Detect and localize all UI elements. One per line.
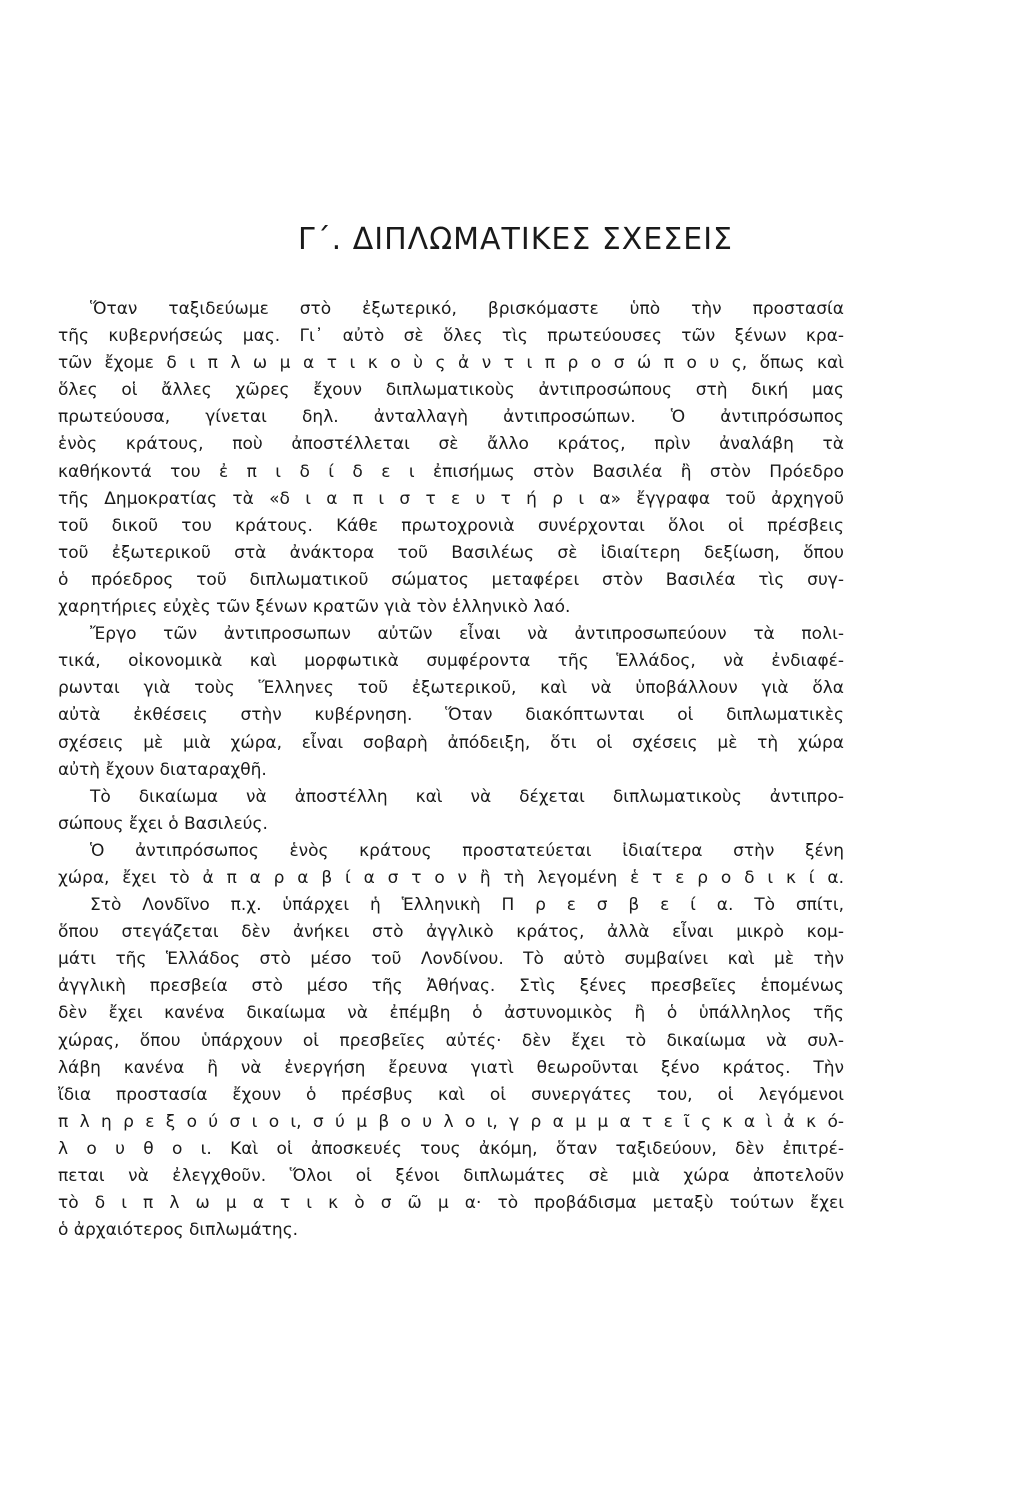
text-line: Ὁ ἀντιπρόσωπος ἑνὸς κράτους προστατεύεται ἰδιαίτερα στὴν ξένη xyxy=(90,840,844,861)
text-line: Ὅταν ταξιδεύωμε στὸ ἐξωτερικό, βρισκόμαστε ὑπὸ τὴν προστασία xyxy=(90,299,844,319)
text-line: ὁ ἀρχαιότερος διπλωμάτης. xyxy=(58,1220,299,1241)
text-line: Τὸ δικαίωμα νὰ ἀποστέλλη καὶ νὰ δέχεται διπλωματικοὺς ἀντιπρο- xyxy=(90,786,844,807)
text-line: τῆς Δημοκρατίας τὰ «δ ι α π ι σ τ ε υ τ ή ρ ι α» ἔγγραφα τοῦ ἀρχηγοῦ xyxy=(58,488,844,509)
text-line: πεται νὰ ἐλεγχθοῦν. Ὅλοι οἱ ξένοι διπλωμάτες σὲ μιὰ χώρα ἀποτελοῦν xyxy=(58,1166,844,1186)
text-line: τὸ δ ι π λ ω μ α τ ι κ ὸ σ ῶ μ α· τὸ προβάδισμα μεταξὺ τούτων ἔχει xyxy=(58,1193,844,1214)
text-line: τοῦ ἐξωτερικοῦ στὰ ἀνάκτορα τοῦ Βασιλέως σὲ ἰδιαίτερη δεξίωση, ὅπου xyxy=(58,542,844,563)
body-text xyxy=(58,296,844,1244)
text-line: μάτι τῆς Ἑλλάδος στὸ μέσο τοῦ Λονδίνου. Τὸ αὐτὸ συμβαίνει καὶ μὲ τὴν xyxy=(58,949,844,970)
section-title: Γ΄. ΔΙΠΛΩΜΑΤΙΚΕΣ ΣΧΕΣΕΙΣ xyxy=(297,222,734,257)
text-line: ρωνται γιὰ τοὺς Ἕλληνες τοῦ ἐξωτερικοῦ, καὶ νὰ ὑποβάλλουν γιὰ ὅλα xyxy=(58,678,844,699)
text-line: σχέσεις μὲ μιὰ χώρα, εἶναι σοβαρὴ ἀπόδειξη, ὅτι οἱ σχέσεις μὲ τὴ χώρα xyxy=(58,732,844,753)
text-line: τῆς κυβερνήσεώς μας. Γι᾿ αὐτὸ σὲ ὅλες τὶς πρωτεύουσες τῶν ξένων κρα- xyxy=(58,326,844,347)
text-line: ἴδια προστασία ἔχουν ὁ πρέσβυς καὶ οἱ συνεργάτες του, οἱ λεγόμενοι xyxy=(58,1084,844,1105)
text-line: καθήκοντά του ἐ π ι δ ί δ ε ι ἐπισήμως στὸν Βασιλέα ἢ στὸν Πρόεδρο xyxy=(58,461,844,482)
text-line: λ ο υ θ ο ι. Καὶ οἱ ἀποσκευές τους ἀκόμη, ὅταν ταξιδεύουν, δὲν ἐπιτρέ- xyxy=(58,1138,844,1159)
text-line: σώπους ἔχει ὁ Βασιλεύς. xyxy=(58,813,268,834)
text-line: ὁ πρόεδρος τοῦ διπλωματικοῦ σώματος μεταφέρει στὸν Βασιλέα τὶς συγ- xyxy=(58,569,844,590)
text-line: τοῦ δικοῦ του κράτους. Κάθε πρωτοχρονιὰ συνέρχονται ὅλοι οἱ πρέσβεις xyxy=(58,515,844,536)
text-line: λάβη κανένα ἢ νὰ ἐνεργήση ἔρευνα γιατὶ θεωροῦνται ξένο κράτος. Τὴν xyxy=(58,1057,844,1078)
text-line: ἀγγλικὴ πρεσβεία στὸ μέσο τῆς Ἀθήνας. Στὶς ξένες πρεσβεῖες ἑπομένως xyxy=(58,976,844,997)
text-line: αὐτὴ ἔχουν διαταραχθῆ. xyxy=(58,759,267,780)
text-line: πρωτεύουσα, γίνεται δηλ. ἀνταλλαγὴ ἀντιπροσώπων. Ὁ ἀντιπρόσωπος xyxy=(58,407,844,428)
text-line: Στὸ Λονδῖνο π.χ. ὑπάρχει ἡ Ἑλληνικὴ Π ρ ε σ β ε ί α. Τὸ σπίτι, xyxy=(90,895,844,916)
text-line: αὐτὰ ἐκθέσεις στὴν κυβέρνηση. Ὅταν διακόπτωνται οἱ διπλωματικὲς xyxy=(58,705,844,726)
text-line: π λ η ρ ε ξ ο ύ σ ι ο ι, σ ύ μ β ο υ λ ο ι, γ ρ α μ μ α τ ε ῖ ς κ α ὶ ἀ κ ό- xyxy=(58,1111,844,1132)
text-line: τικά, οἰκονομικὰ καὶ μορφωτικὰ συμφέροντα τῆς Ἑλλάδος, νὰ ἐνδιαφέ- xyxy=(58,651,844,672)
text-line: ὅλες οἱ ἄλλες χῶρες ἔχουν διπλωματικοὺς ἀντιπροσώπους στὴ δική μας xyxy=(58,380,844,401)
text-line: χαρητήριες εὐχὲς τῶν ξένων κρατῶν γιὰ τὸν ἑλληνικὸ λαό. xyxy=(58,597,571,618)
text-line: ἑνὸς κράτους, ποὺ ἀποστέλλεται σὲ ἄλλο κράτος, πρὶν ἀναλάβη τὰ xyxy=(58,434,844,455)
text-line: χώρας, ὅπου ὑπάρχουν οἱ πρεσβεῖες αὐτές· δὲν ἔχει τὸ δικαίωμα νὰ συλ- xyxy=(58,1030,844,1051)
text-line: ὅπου στεγάζεται δὲν ἀνήκει στὸ ἀγγλικὸ κράτος, ἀλλὰ εἶναι μικρὸ κομ- xyxy=(58,922,844,943)
text-line: δὲν ἔχει κανένα δικαίωμα νὰ ἐπέμβη ὁ ἀστυνομικὸς ἢ ὁ ὑπάλληλος τῆς xyxy=(58,1003,844,1024)
text-line: χώρα, ἔχει τὸ ἀ π α ρ α β ί α σ τ ο ν ἢ τὴ λεγομένη ἑ τ ε ρ ο δ ι κ ί α. xyxy=(58,867,844,888)
text-line: Ἔργο τῶν ἀντιπροσωπων αὐτῶν εἶναι νὰ ἀντιπροσωπεύουν τὰ πολι- xyxy=(90,624,844,645)
text-line: τῶν ἔχομε δ ι π λ ω μ α τ ι κ ο ὺ ς ἀ ν τ ι π ρ ο σ ώ π ο υ ς, ὅπως καὶ xyxy=(58,353,844,374)
